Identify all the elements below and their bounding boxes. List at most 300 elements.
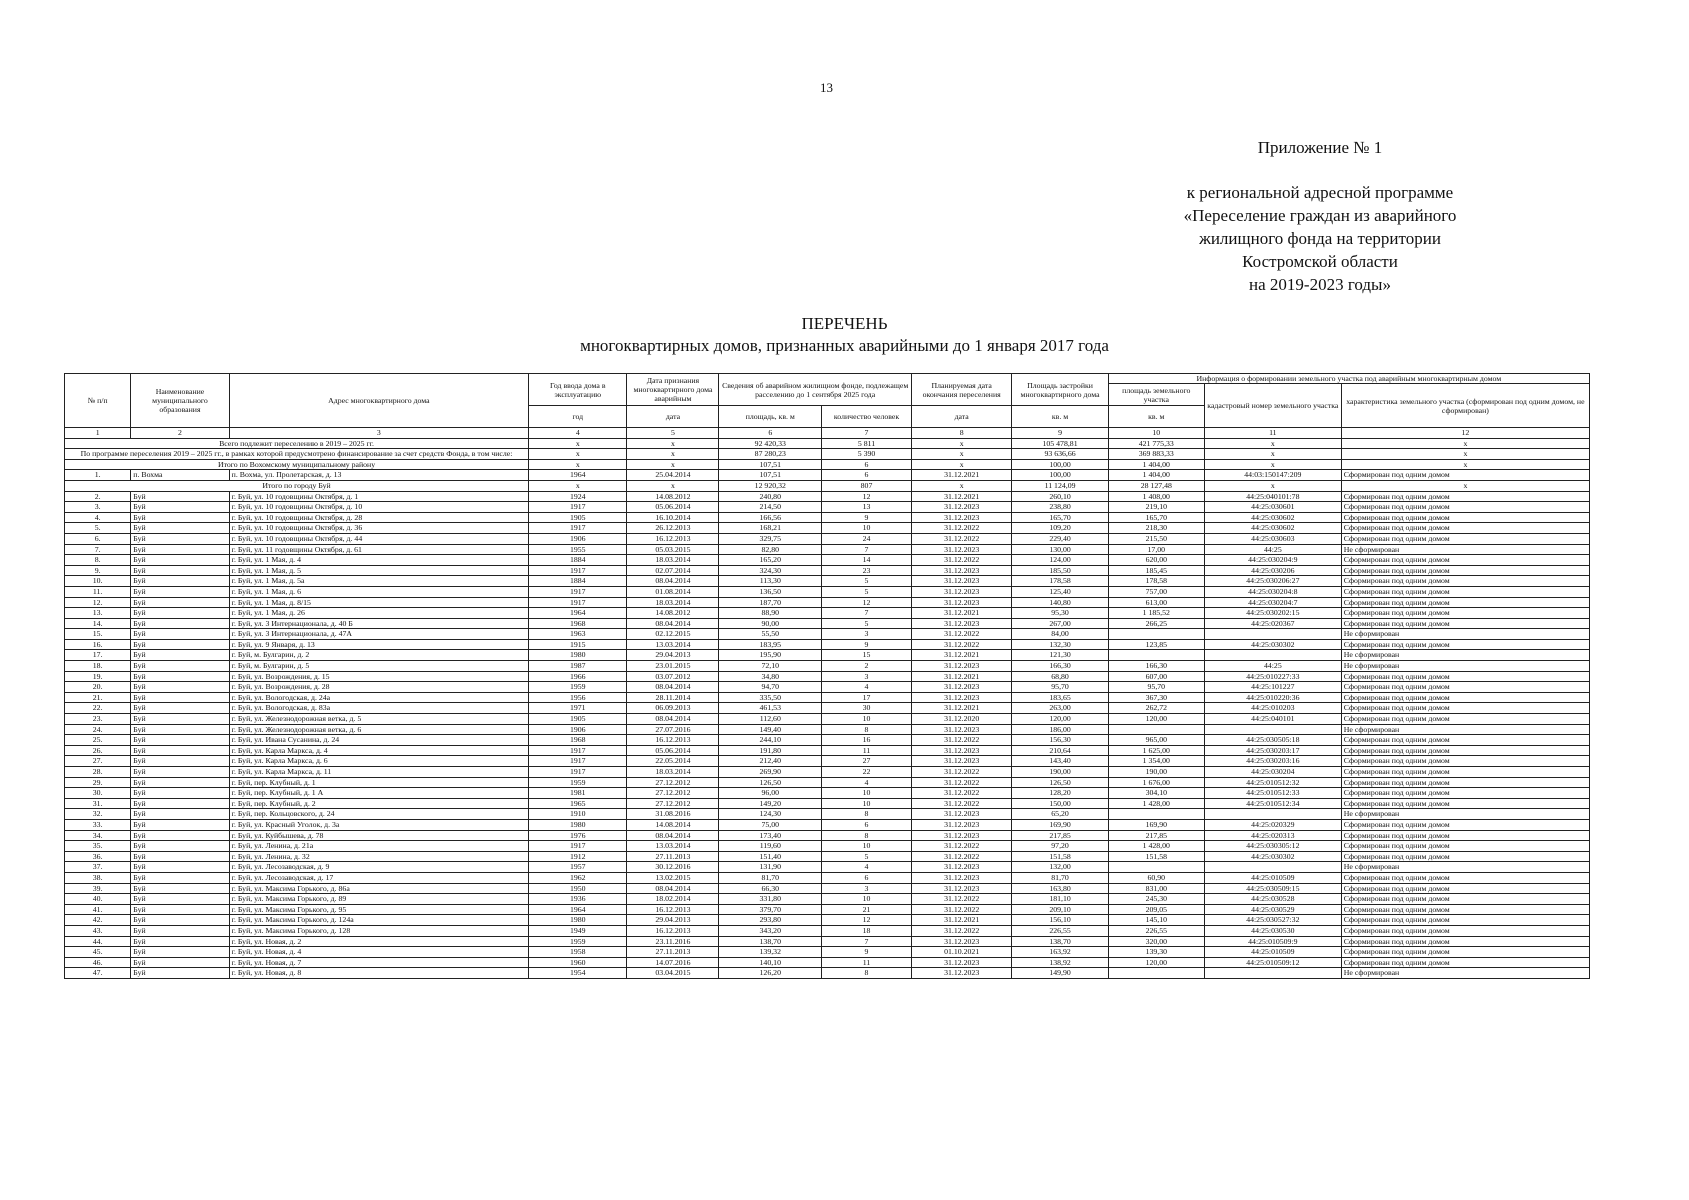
row-planned-date: 31.12.2023	[911, 936, 1012, 947]
row-land-char: Сформирован под одним домом	[1341, 936, 1589, 947]
row-land-area: 218,30	[1108, 523, 1204, 534]
row-people: 4	[822, 862, 912, 873]
row-land-area: 215,50	[1108, 533, 1204, 544]
row-people: 3	[822, 629, 912, 640]
row-year: 1910	[529, 809, 627, 820]
row-cadastral: 44:25:030206:27	[1204, 576, 1341, 587]
row-municipality: Буй	[131, 639, 229, 650]
row-cadastral: 44:25:030204	[1204, 767, 1341, 778]
row-municipality: Буй	[131, 565, 229, 576]
row-build-area: 163,92	[1012, 947, 1108, 958]
row-date-emergency: 22.05.2014	[627, 756, 719, 767]
row-municipality: Буй	[131, 862, 229, 873]
row-land-char: Сформирован под одним домом	[1341, 576, 1589, 587]
table-row	[65, 671, 1590, 682]
row-land-area: 320,00	[1108, 936, 1204, 947]
row-number: 44.	[65, 936, 131, 947]
row-area: 212,40	[719, 756, 822, 767]
table-row	[65, 830, 1590, 841]
row-planned-date: 31.12.2022	[911, 639, 1012, 650]
row-planned-date: 31.12.2023	[911, 597, 1012, 608]
row-build-area: 138,92	[1012, 957, 1108, 968]
row-cadastral	[1204, 629, 1341, 640]
row-land-char: Не сформирован	[1341, 629, 1589, 640]
summary-land-area: 421 775,33	[1108, 438, 1204, 449]
row-land-char: Сформирован под одним домом	[1341, 777, 1589, 788]
row-address: п. Вохма, ул. Пролетарская, д. 13	[229, 470, 528, 481]
row-people: 10	[822, 714, 912, 725]
document-heading	[0, 313, 1689, 357]
row-number: 6.	[65, 533, 131, 544]
row-build-area: 156,30	[1012, 735, 1108, 746]
table-row	[65, 767, 1590, 778]
row-land-area	[1108, 968, 1204, 979]
row-number: 33.	[65, 819, 131, 830]
row-address: г. Буй, ул. Лесозаводская, д. 9	[229, 862, 528, 873]
row-year: 1959	[529, 682, 627, 693]
row-address: г. Буй, ул. Новая, д. 4	[229, 947, 528, 958]
row-address: г. Буй, м. Булгарин, д. 5	[229, 661, 528, 672]
table-row	[65, 756, 1590, 767]
row-land-area: 367,30	[1108, 692, 1204, 703]
summary-land-area: 369 883,33	[1108, 449, 1204, 460]
header-cadastral: кадастровый номер земельного участка	[1204, 384, 1341, 428]
row-people: 4	[822, 777, 912, 788]
row-land-char: Сформирован под одним домом	[1341, 618, 1589, 629]
row-planned-date: 31.12.2022	[911, 629, 1012, 640]
row-date-emergency: 13.02.2015	[627, 872, 719, 883]
row-people: 2	[822, 661, 912, 672]
row-planned-date: 31.12.2023	[911, 682, 1012, 693]
row-number: 3.	[65, 502, 131, 513]
table-row	[65, 883, 1590, 894]
row-date-emergency: 13.03.2014	[627, 841, 719, 852]
row-cadastral: 44:25:010512:34	[1204, 798, 1341, 809]
row-address: г. Буй, ул. 1 Мая, д. 26	[229, 608, 528, 619]
row-year: 1980	[529, 650, 627, 661]
row-year: 1905	[529, 714, 627, 725]
row-build-area: 209,10	[1012, 904, 1108, 915]
row-build-area: 156,10	[1012, 915, 1108, 926]
row-number: 21.	[65, 692, 131, 703]
row-date-emergency: 30.12.2016	[627, 862, 719, 873]
row-land-char: Сформирован под одним домом	[1341, 788, 1589, 799]
row-people: 18	[822, 925, 912, 936]
row-land-area: 304,10	[1108, 788, 1204, 799]
row-people: 9	[822, 639, 912, 650]
row-municipality: Буй	[131, 555, 229, 566]
row-municipality: Буй	[131, 745, 229, 756]
row-date-emergency: 18.03.2014	[627, 597, 719, 608]
summary-land-char: х	[1341, 459, 1589, 470]
header-planned-date: Планируемая дата окончания переселения	[911, 374, 1012, 406]
row-land-char: Сформирован под одним домом	[1341, 841, 1589, 852]
summary-date: х	[627, 449, 719, 460]
row-year: 1959	[529, 777, 627, 788]
row-municipality: Буй	[131, 777, 229, 788]
row-number: 25.	[65, 735, 131, 746]
row-date-emergency: 18.03.2014	[627, 767, 719, 778]
header-date-emergency: Дата признания многоквартирного дома аварийным	[627, 374, 719, 406]
row-land-char: Сформирован под одним домом	[1341, 883, 1589, 894]
row-number: 29.	[65, 777, 131, 788]
row-address: г. Буй, ул. Максима Горького, д. 95	[229, 904, 528, 915]
table-row	[65, 512, 1590, 523]
row-date-emergency: 14.08.2012	[627, 491, 719, 502]
row-area: 124,30	[719, 809, 822, 820]
row-area: 191,80	[719, 745, 822, 756]
col-number: 9	[1012, 428, 1108, 439]
row-address: г. Буй, ул. 10 годовщины Октября, д. 36	[229, 523, 528, 534]
row-municipality: Буй	[131, 925, 229, 936]
row-land-char: Сформирован под одним домом	[1341, 639, 1589, 650]
row-year: 1962	[529, 872, 627, 883]
row-area: 343,20	[719, 925, 822, 936]
row-build-area: 121,30	[1012, 650, 1108, 661]
summary-date: х	[627, 459, 719, 470]
row-area: 461,53	[719, 703, 822, 714]
row-date-emergency: 01.08.2014	[627, 586, 719, 597]
summary-planned: х	[911, 449, 1012, 460]
row-people: 6	[822, 819, 912, 830]
unit-area: площадь, кв. м	[719, 406, 822, 428]
row-planned-date: 01.10.2021	[911, 947, 1012, 958]
row-build-area: 151,58	[1012, 851, 1108, 862]
row-address: г. Буй, ул. Куйбышева, д. 78	[229, 830, 528, 841]
row-land-char: Сформирован под одним домом	[1341, 957, 1589, 968]
row-address: г. Буй, ул. 1 Мая, д. 6	[229, 586, 528, 597]
row-land-char: Не сформирован	[1341, 968, 1589, 979]
row-land-char: Сформирован под одним домом	[1341, 608, 1589, 619]
row-number: 1.	[65, 470, 131, 481]
row-area: 214,50	[719, 502, 822, 513]
row-land-char: Сформирован под одним домом	[1341, 703, 1589, 714]
summary-label: Всего подлежит переселению в 2019 – 2025 гг.	[65, 438, 529, 449]
table-row	[65, 597, 1590, 608]
row-address: г. Буй, ул. 10 годовщины Октября, д. 10	[229, 502, 528, 513]
row-year: 1964	[529, 608, 627, 619]
row-number: 27.	[65, 756, 131, 767]
row-area: 94,70	[719, 682, 822, 693]
row-cadastral: 44:25:030603	[1204, 533, 1341, 544]
row-land-char: Сформирован под одним домом	[1341, 502, 1589, 513]
row-planned-date: 31.12.2021	[911, 703, 1012, 714]
row-land-area: 166,30	[1108, 661, 1204, 672]
row-address: г. Буй, ул. Ленина, д. 32	[229, 851, 528, 862]
row-municipality: Буй	[131, 618, 229, 629]
unit-people: количество человек	[822, 406, 912, 428]
row-municipality: Буй	[131, 915, 229, 926]
row-number: 11.	[65, 586, 131, 597]
row-date-emergency: 08.04.2014	[627, 682, 719, 693]
row-number: 23.	[65, 714, 131, 725]
table-row	[65, 470, 1590, 481]
row-municipality: Буй	[131, 533, 229, 544]
row-number: 34.	[65, 830, 131, 841]
table-row	[65, 608, 1590, 619]
row-cadastral: 44:25:030601	[1204, 502, 1341, 513]
row-area: 88,90	[719, 608, 822, 619]
row-area: 107,51	[719, 470, 822, 481]
row-municipality: Буй	[131, 650, 229, 661]
row-area: 149,20	[719, 798, 822, 809]
row-municipality: Буй	[131, 735, 229, 746]
table-row	[65, 565, 1590, 576]
row-land-char: Сформирован под одним домом	[1341, 830, 1589, 841]
total-row	[65, 438, 1590, 449]
row-year: 1936	[529, 894, 627, 905]
row-area: 126,20	[719, 968, 822, 979]
heading-title: ПЕРЕЧЕНЬ	[801, 314, 888, 333]
table-row	[65, 586, 1590, 597]
row-municipality: Буй	[131, 586, 229, 597]
row-area: 149,40	[719, 724, 822, 735]
summary-build-area: 93 636,66	[1012, 449, 1108, 460]
row-municipality: Буй	[131, 756, 229, 767]
col-number: 12	[1341, 428, 1589, 439]
row-people: 6	[822, 872, 912, 883]
row-area: 168,21	[719, 523, 822, 534]
row-planned-date: 31.12.2020	[911, 714, 1012, 725]
row-land-char: Не сформирован	[1341, 661, 1589, 672]
row-people: 8	[822, 724, 912, 735]
row-area: 195,90	[719, 650, 822, 661]
row-planned-date: 31.12.2022	[911, 767, 1012, 778]
row-date-emergency: 27.12.2012	[627, 798, 719, 809]
row-build-area: 95,70	[1012, 682, 1108, 693]
row-cadastral: 44:25:030530	[1204, 925, 1341, 936]
header-build-area: Площадь застройки многоквартирного дома	[1012, 374, 1108, 406]
row-address: г. Буй, ул. 10 годовщины Октября, д. 28	[229, 512, 528, 523]
row-build-area: 190,00	[1012, 767, 1108, 778]
col-number: 1	[65, 428, 131, 439]
row-build-area: 95,30	[1012, 608, 1108, 619]
row-build-area: 132,00	[1012, 862, 1108, 873]
row-cadastral: 44:25:010220:36	[1204, 692, 1341, 703]
row-number: 15.	[65, 629, 131, 640]
header-land-char: характеристика земельного участка (сформирован под одним домом, не сформирован)	[1341, 384, 1589, 428]
row-number: 30.	[65, 788, 131, 799]
summary-build-area: 11 124,09	[1012, 480, 1108, 491]
summary-people: 5 390	[822, 449, 912, 460]
row-planned-date: 31.12.2021	[911, 915, 1012, 926]
row-year: 1980	[529, 915, 627, 926]
row-number: 40.	[65, 894, 131, 905]
row-area: 96,00	[719, 788, 822, 799]
summary-area: 12 920,32	[719, 480, 822, 491]
row-address: г. Буй, ул. Возрождения, д. 28	[229, 682, 528, 693]
row-cadastral: 44:25	[1204, 544, 1341, 555]
summary-land-char: х	[1341, 438, 1589, 449]
row-build-area: 132,30	[1012, 639, 1108, 650]
row-year: 1917	[529, 565, 627, 576]
row-build-area: 120,00	[1012, 714, 1108, 725]
row-land-char: Сформирован под одним домом	[1341, 872, 1589, 883]
table-row	[65, 777, 1590, 788]
row-municipality: Буй	[131, 608, 229, 619]
row-build-area: 126,50	[1012, 777, 1108, 788]
row-year: 1884	[529, 555, 627, 566]
row-number: 5.	[65, 523, 131, 534]
row-cadastral	[1204, 862, 1341, 873]
row-municipality: Буй	[131, 841, 229, 852]
row-land-area: 613,00	[1108, 597, 1204, 608]
col-number: 4	[529, 428, 627, 439]
program-total-row	[65, 449, 1590, 460]
appendix-title: Приложение № 1	[1257, 138, 1383, 157]
summary-cadastral: х	[1204, 459, 1341, 470]
row-land-area: 607,00	[1108, 671, 1204, 682]
row-address: г. Буй, пер. Кольцовского, д. 24	[229, 809, 528, 820]
row-area: 81,70	[719, 872, 822, 883]
col-number: 2	[131, 428, 229, 439]
row-municipality: Буй	[131, 894, 229, 905]
row-date-emergency: 16.10.2014	[627, 512, 719, 523]
appendix-line: Костромской области	[1242, 252, 1398, 271]
row-date-emergency: 27.11.2013	[627, 947, 719, 958]
row-build-area: 166,30	[1012, 661, 1108, 672]
row-date-emergency: 16.12.2013	[627, 533, 719, 544]
row-land-area: 226,55	[1108, 925, 1204, 936]
row-number: 35.	[65, 841, 131, 852]
row-people: 13	[822, 502, 912, 513]
row-land-char: Сформирован под одним домом	[1341, 565, 1589, 576]
row-people: 27	[822, 756, 912, 767]
row-people: 6	[822, 470, 912, 481]
summary-label: Итого по Вохомскому муниципальному району	[65, 459, 529, 470]
row-year: 1912	[529, 851, 627, 862]
header-num: № п/п	[65, 374, 131, 428]
row-planned-date: 31.12.2023	[911, 661, 1012, 672]
row-land-area: 95,70	[1108, 682, 1204, 693]
row-address: г. Буй, пер. Клубный, д. 1 А	[229, 788, 528, 799]
row-planned-date: 31.12.2023	[911, 512, 1012, 523]
row-address: г. Буй, пер. Клубный, д. 1	[229, 777, 528, 788]
row-build-area: 217,85	[1012, 830, 1108, 841]
row-people: 3	[822, 883, 912, 894]
row-municipality: Буй	[131, 512, 229, 523]
row-land-char: Сформирован под одним домом	[1341, 767, 1589, 778]
row-date-emergency: 02.12.2015	[627, 629, 719, 640]
row-cadastral: 44:25:010512:33	[1204, 788, 1341, 799]
row-address: г. Буй, ул. 3 Интернационала, д. 47А	[229, 629, 528, 640]
row-year: 1905	[529, 512, 627, 523]
summary-year: х	[529, 480, 627, 491]
row-municipality: Буй	[131, 809, 229, 820]
summary-area: 107,51	[719, 459, 822, 470]
row-number: 46.	[65, 957, 131, 968]
table-row	[65, 724, 1590, 735]
row-municipality: Буй	[131, 830, 229, 841]
row-build-area: 238,80	[1012, 502, 1108, 513]
table-row	[65, 894, 1590, 905]
row-land-char: Сформирован под одним домом	[1341, 586, 1589, 597]
row-year: 1976	[529, 830, 627, 841]
row-land-area: 1 428,00	[1108, 841, 1204, 852]
summary-label: Итого по городу Буй	[65, 480, 529, 491]
row-number: 32.	[65, 809, 131, 820]
row-date-emergency: 25.04.2014	[627, 470, 719, 481]
row-date-emergency: 14.07.2016	[627, 957, 719, 968]
row-cadastral: 44:25:030527:32	[1204, 915, 1341, 926]
row-address: г. Буй, ул. 1 Мая, д. 5а	[229, 576, 528, 587]
row-people: 10	[822, 788, 912, 799]
row-planned-date: 31.12.2022	[911, 798, 1012, 809]
row-land-area	[1108, 629, 1204, 640]
row-land-char: Не сформирован	[1341, 724, 1589, 735]
row-year: 1957	[529, 862, 627, 873]
row-area: 166,56	[719, 512, 822, 523]
row-date-emergency: 16.12.2013	[627, 925, 719, 936]
row-date-emergency: 05.03.2015	[627, 544, 719, 555]
row-area: 82,80	[719, 544, 822, 555]
row-planned-date: 31.12.2023	[911, 618, 1012, 629]
row-municipality: Буй	[131, 767, 229, 778]
row-land-area: 1 404,00	[1108, 470, 1204, 481]
row-year: 1950	[529, 883, 627, 894]
row-year: 1968	[529, 735, 627, 746]
row-land-char: Сформирован под одним домом	[1341, 512, 1589, 523]
row-date-emergency: 31.08.2016	[627, 809, 719, 820]
col-number: 8	[911, 428, 1012, 439]
row-cadastral: 44:25:010509:9	[1204, 936, 1341, 947]
row-date-emergency: 13.03.2014	[627, 639, 719, 650]
col-number: 7	[822, 428, 912, 439]
row-number: 37.	[65, 862, 131, 873]
unit-date: дата	[627, 406, 719, 428]
row-date-emergency: 27.11.2013	[627, 851, 719, 862]
row-land-char: Сформирован под одним домом	[1341, 798, 1589, 809]
row-date-emergency: 27.12.2012	[627, 788, 719, 799]
row-address: г. Буй, ул. 1 Мая, д. 8/15	[229, 597, 528, 608]
row-land-char: Сформирован под одним домом	[1341, 692, 1589, 703]
row-land-char: Не сформирован	[1341, 544, 1589, 555]
row-land-char: Сформирован под одним домом	[1341, 735, 1589, 746]
row-land-area: 1 408,00	[1108, 491, 1204, 502]
header-land-area: площадь земельного участка	[1108, 384, 1204, 406]
row-year: 1981	[529, 788, 627, 799]
table-row	[65, 968, 1590, 979]
unit-m2a: кв. м	[1012, 406, 1108, 428]
row-cadastral: 44:25:101227	[1204, 682, 1341, 693]
row-people: 15	[822, 650, 912, 661]
row-build-area: 263,00	[1012, 703, 1108, 714]
row-municipality: Буй	[131, 523, 229, 534]
row-people: 3	[822, 671, 912, 682]
row-year: 1917	[529, 523, 627, 534]
row-number: 45.	[65, 947, 131, 958]
row-cadastral	[1204, 809, 1341, 820]
row-build-area: 97,20	[1012, 841, 1108, 852]
row-build-area: 149,90	[1012, 968, 1108, 979]
row-date-emergency: 08.04.2014	[627, 883, 719, 894]
row-municipality: Буй	[131, 968, 229, 979]
row-date-emergency: 23.11.2016	[627, 936, 719, 947]
summary-land-char: х	[1341, 449, 1589, 460]
row-area: 240,80	[719, 491, 822, 502]
table-row	[65, 925, 1590, 936]
row-address: г. Буй, ул. 10 годовщины Октября, д. 44	[229, 533, 528, 544]
row-cadastral: 44:25:030505:18	[1204, 735, 1341, 746]
row-cadastral: 44:25:020329	[1204, 819, 1341, 830]
row-people: 14	[822, 555, 912, 566]
row-municipality: Буй	[131, 936, 229, 947]
row-date-emergency: 03.07.2012	[627, 671, 719, 682]
header-land-group: Информация о формировании земельного участка под аварийным многоквартирным домом	[1108, 374, 1589, 384]
row-address: г. Буй, ул. Максима Горького, д. 89	[229, 894, 528, 905]
table-row	[65, 714, 1590, 725]
row-address: г. Буй, ул. 1 Мая, д. 4	[229, 555, 528, 566]
